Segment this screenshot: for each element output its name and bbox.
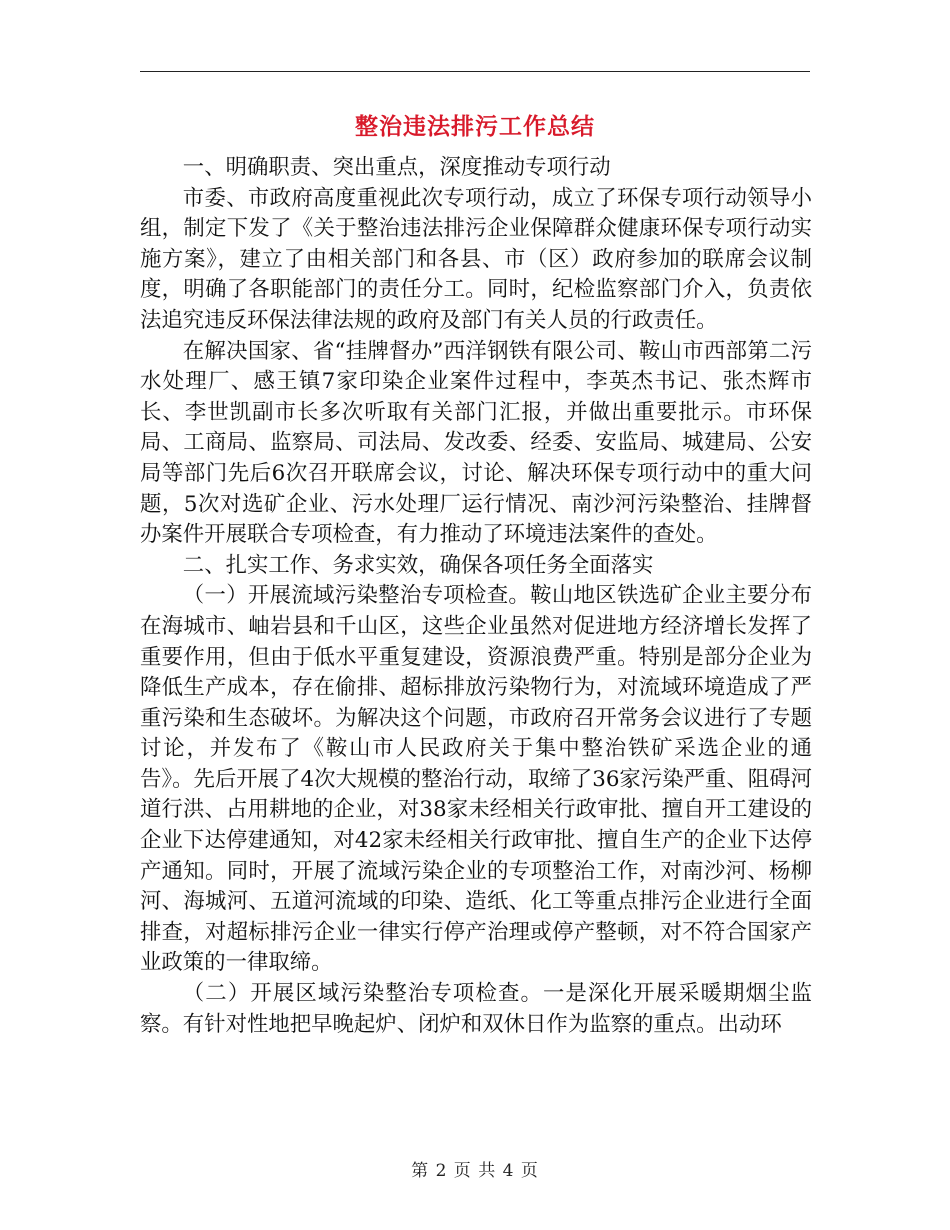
body-paragraph: 市委、市政府高度重视此次专项行动，成立了环保专项行动领导小组，制定下发了《关于整治违法排污企业保障群众健康环保专项行动实施方案》，建立了由相关部门和各县、市（区）政府参加的联席会议制度，明确了各职能部门的责任分工。同时，纪检监察部门介入，负责依法追究违反环保法律法规的政府及部门有关人员的行政责任。 (140, 185, 812, 333)
header-rule (140, 71, 810, 72)
body-paragraph: （二）开展区域污染整治专项检查。一是深化开展采暖期烟尘监察。有针对性地把早晚起炉、闭炉和双休日作为监察的重点。出动环 (140, 981, 812, 1037)
body-paragraph: 在解决国家、省“挂牌督办”西洋钢铁有限公司、鞍山市西部第二污水处理厂、感王镇7家印染企业案件过程中，李英杰书记、张杰辉市长、李世凯副市长多次听取有关部门汇报，并做出重要批示。市环保局、工商局、监察局、司法局、发改委、经委、安监局、城建局、公安局等部门先后6次召开联席会议，讨论、解决环保专项行动中的重大问题，5次对选矿企业、污水处理厂运行情况、南沙河污染整治、挂牌督办案件开展联合专项检查，有力推动了环境违法案件的查处。 (140, 338, 812, 548)
page-footer: 第 2 页 共 4 页 (411, 1161, 539, 1181)
section-heading-1: 一、明确职责、突出重点，深度推动专项行动 (182, 155, 611, 180)
body-paragraph: （一）开展流域污染整治专项检查。鞍山地区铁选矿企业主要分布在海城市、岫岩县和千山区，这些企业虽然对促进地方经济增长发挥了重要作用，但由于低水平重复建设，资源浪费严重。特别是部分企业为降低生产成本，存在偷排、超标排放污染物行为，对流域环境造成了严重污染和生态破坏。为解决这个问题，市政府召开常务会议进行了专题讨论，并发布了《鞍山市人民政府关于集中整治铁矿采选企业的通告》。先后开展了4次大规模的整治行动，取缔了36家污染严重、阻碍河道行洪、占用耕地的企业，对38家未经相关行政审批、擅自开工建设的企业下达停建通知，对42家未经相关行政审批、擅自生产的企业下达停产通知。同时，开展了流域污染企业的专项整治工作，对南沙河、杨柳河、海城河、五道河流域的印染、造纸、化工等重点排污企业进行全面排查，对超标排污企业一律实行停产治理或停产整顿，对不符合国家产业政策的一律取缔。 (140, 583, 812, 976)
document-title: 整治违法排污工作总结 (355, 113, 595, 140)
section-heading-2: 二、扎实工作、务求实效，确保各项任务全面落实 (182, 552, 654, 578)
document-body (140, 153, 812, 1040)
